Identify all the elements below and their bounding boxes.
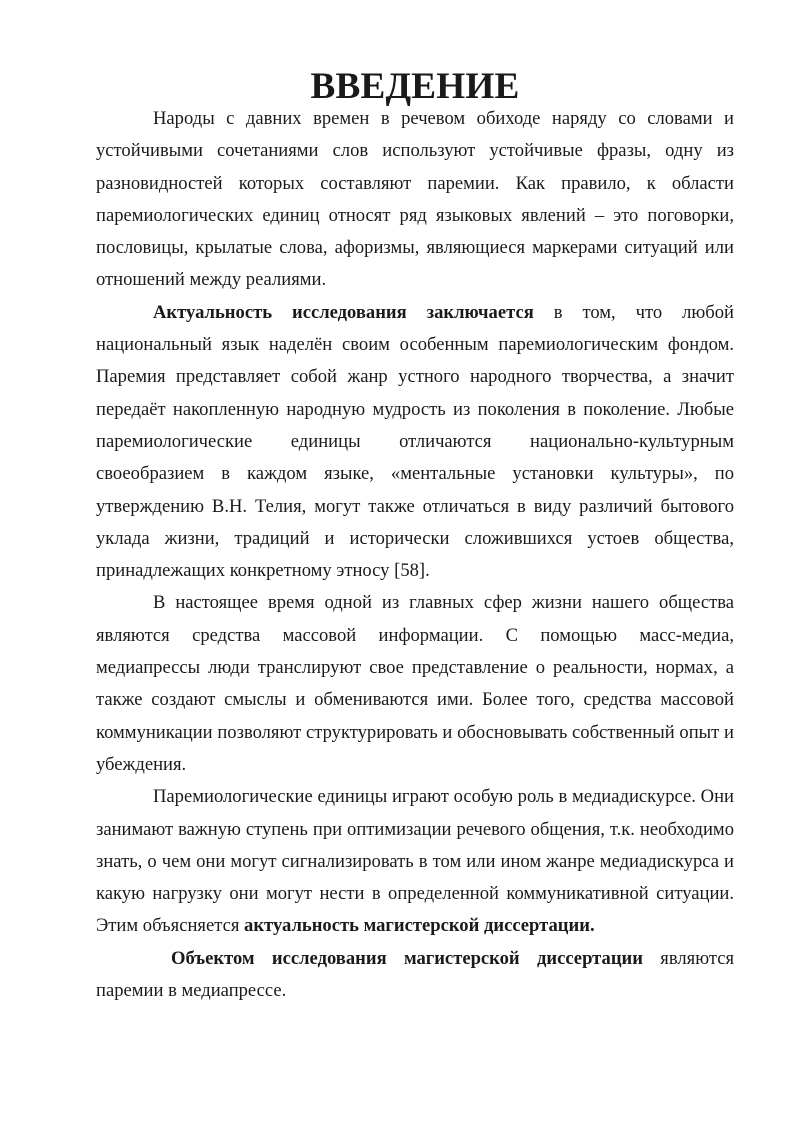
paragraph-media [96,587,734,781]
paragraph-text: Народы с давних времен в речевом обиходе наряду со словами и устойчивыми сочетаниями слов используют устойчивые фразы, одну из разновидностей которых составляют паремии. Как правило, к области паремиологических единиц относят ряд языковых явлений – это поговорки, пословицы, крылатые слова, афоризмы, являющиеся маркерами ситуаций или отношений между реалиями. [96,108,734,291]
paragraph-object [96,943,734,1008]
bold-lead: Объектом исследования магистерской диссертации [171,947,643,969]
paragraph-relevance [96,297,734,588]
bold-lead: Актуальность исследования заключается [153,301,534,323]
paragraph-text: Паремиологические единицы играют особую роль в медиадискурсе. Они занимают важную ступень при оптимизации речевого общения, т.к. необходимо знать, о чем они могут сигнализировать в том или ином жанре медиадискурса и какую нагрузку они могут нести в определенной коммуникативной ситуации. Этим объясняется [96,786,734,937]
page-title: ВВЕДЕНИЕ [310,66,520,107]
paragraph-text: в том, что любой национальный язык наделён своим особенным паремиологическим фондом. Паремия представляет собой жанр устного народного творчества, а значит передаёт накопленную народную мудрость из поколения в поколение. Любые паремиологические единицы отличаются национально-культурным своеобразием в каждом языке, «ментальные установки культуры», по утверждению В.Н. Телия, могут также отличаться в виду различий бытового уклада жизни, традиций и исторически сложившихся устоев общества, принадлежащих конкретному этносу [58]. [96,301,734,582]
bold-tail: актуальность магистерской диссертации. [244,915,595,937]
document-page [96,0,734,1007]
paragraph-text: В настоящее время одной из главных сфер жизни нашего общества являются средства массовой информации. С помощью масс-медиа, медиапрессы люди транслируют свое представление о реальности, нормах, а также создают смыслы и обмениваются ими. Более того, средства массовой коммуникации позволяют структурировать и обосновывать собственный опыт и убеждения. [96,592,734,775]
paragraph-text: являются паремии в медиапрессе. [96,947,735,1002]
paragraph-intro [96,103,734,297]
paragraph-paremiology [96,781,734,942]
